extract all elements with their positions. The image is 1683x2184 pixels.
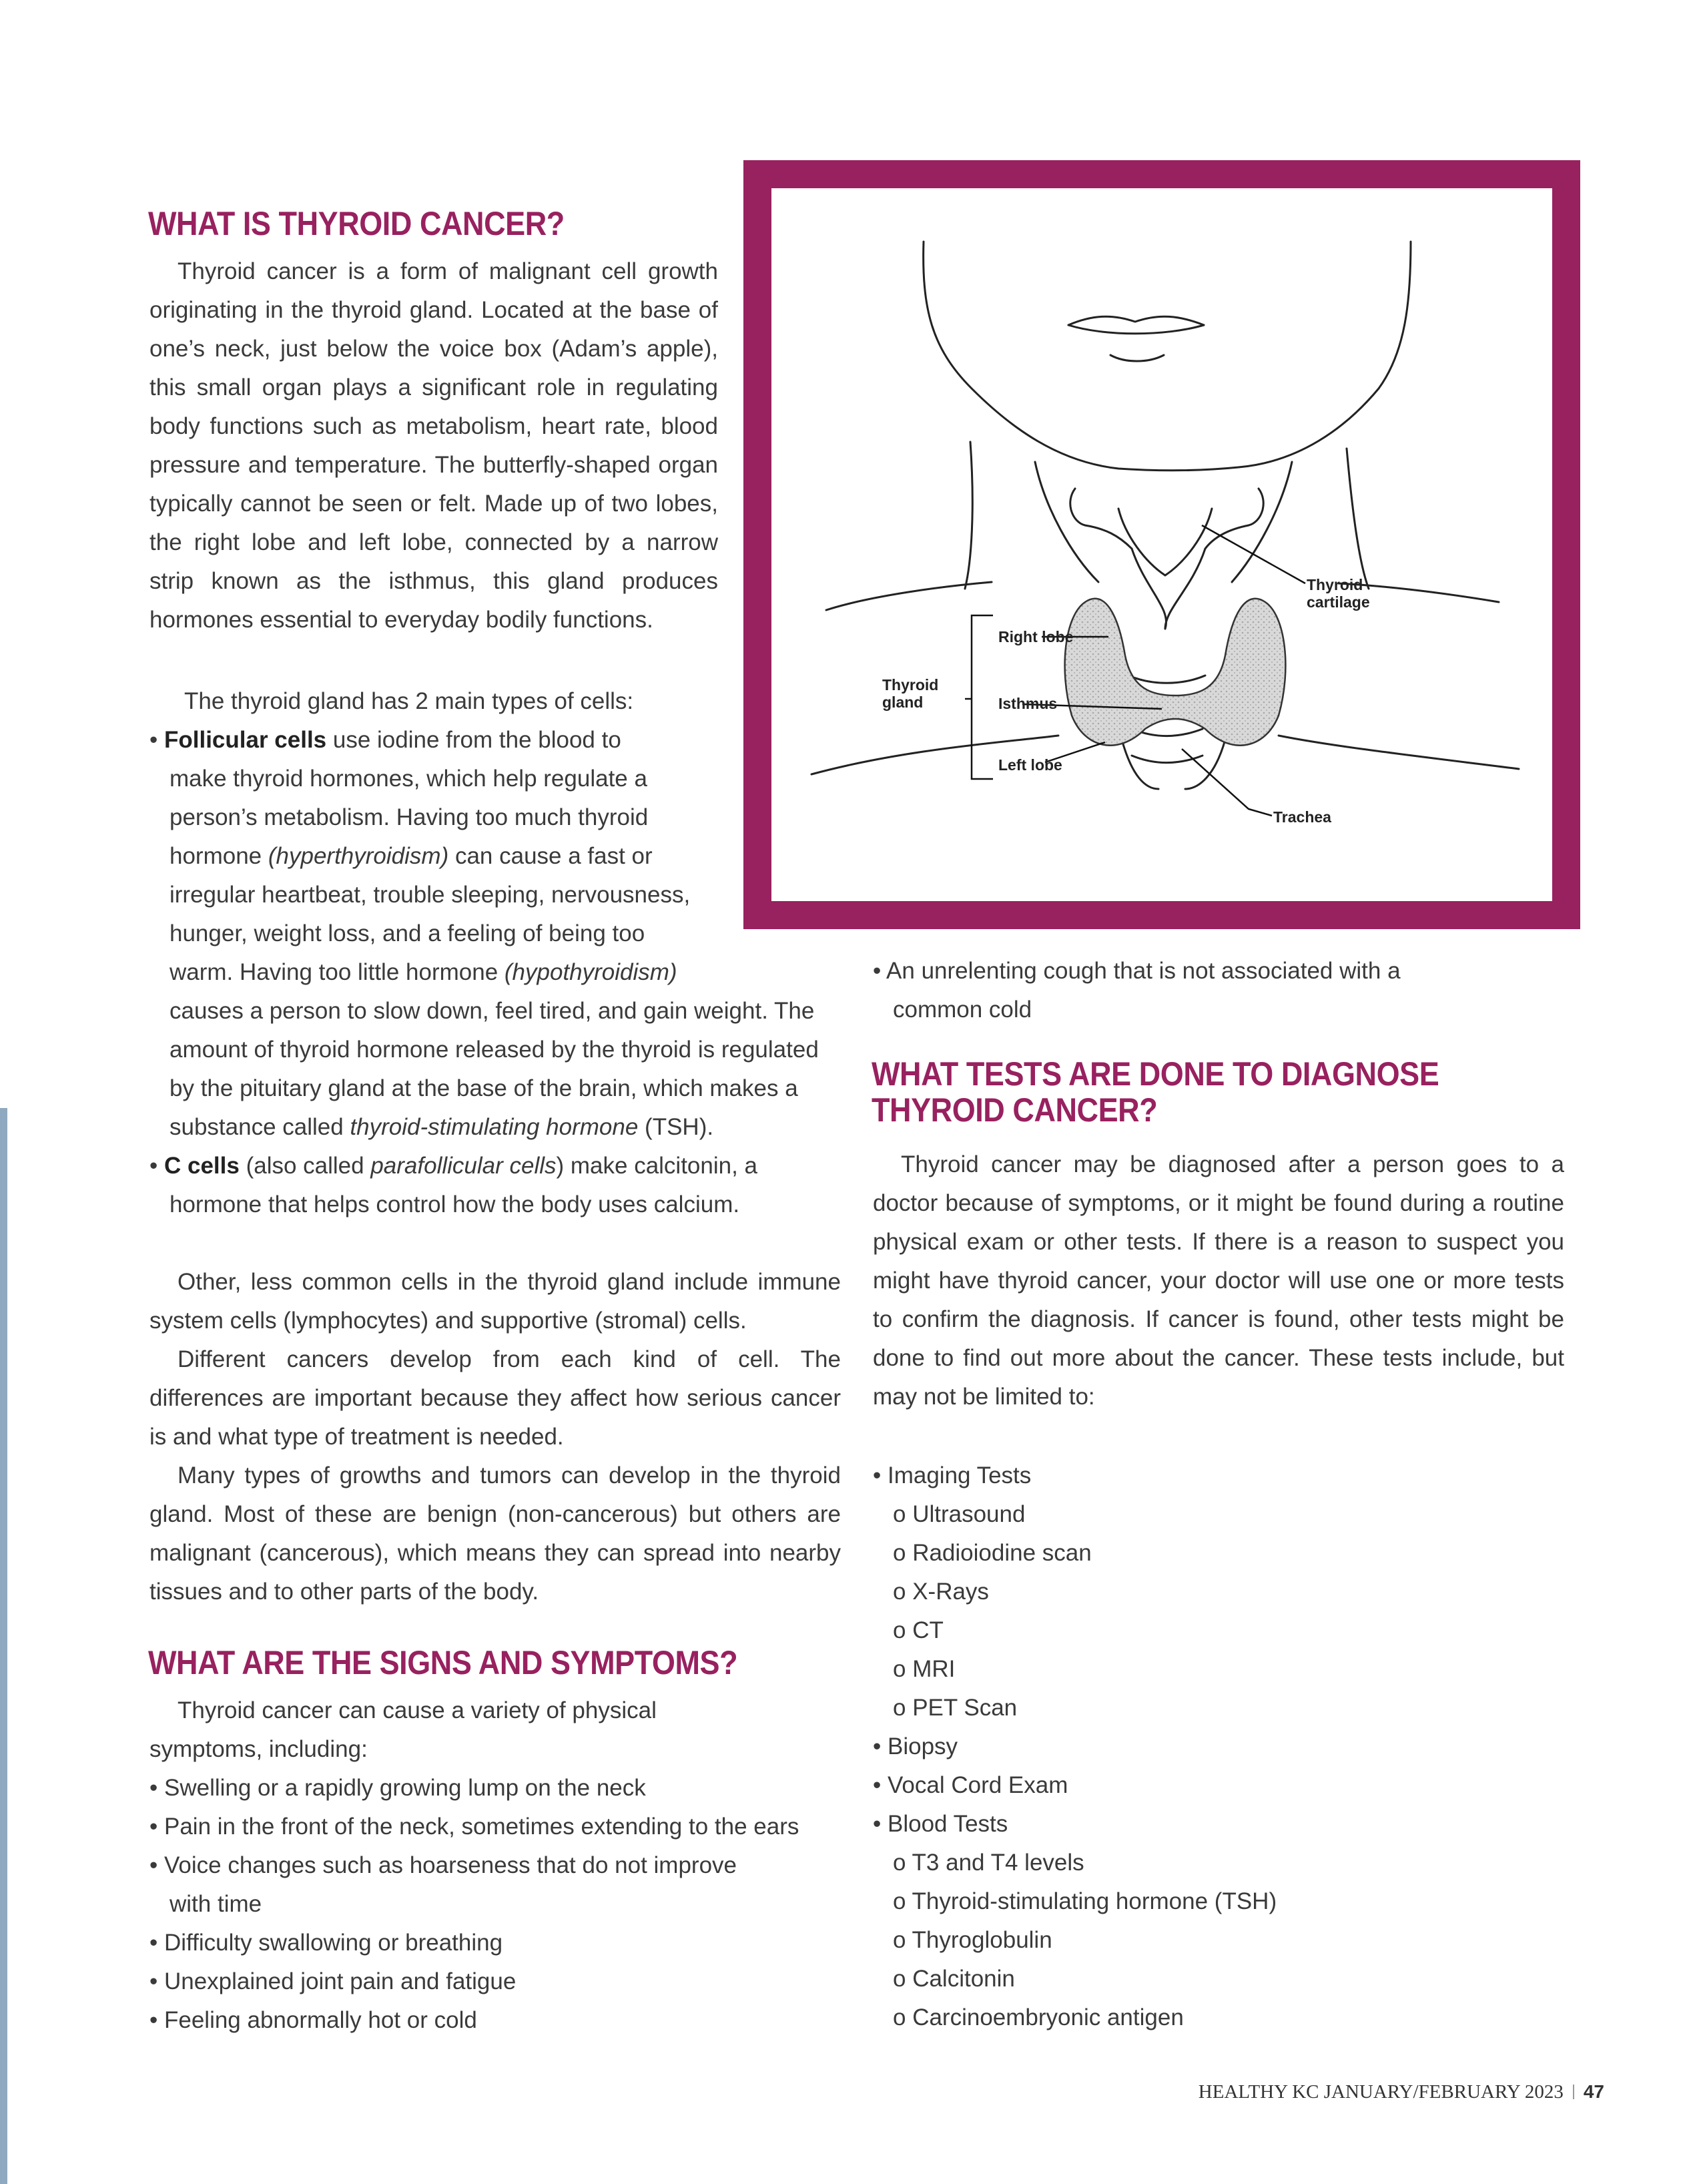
label-trachea: Trachea (1273, 808, 1331, 826)
list-item: • Pain in the front of the neck, sometimes extending to the ears (149, 1814, 799, 1840)
symptoms-list: Thyroid cancer can cause a variety of physical symptoms, including: • Swelling or a rapidly growing lump on the neck • Pain in the front of the neck, sometimes extending to the ears • Voice changes such as hoarseness that do not improve with time • Difficulty swallowing or breathing • Unexplained joint pain and fatigue • Feeling abnormally hot or cold (149, 1691, 799, 2040)
list-item: o Calcitonin (893, 1966, 1015, 1992)
list-item: • Biopsy (873, 1733, 958, 1759)
growths-paragraph: Many types of growths and tumors can develop in the thyroid gland. Most of these are benign (non-cancerous) but others are malignant (cancerous), which means they can spread into nearby tissues and to other parts of the body. (149, 1462, 841, 1605)
thyroid-anatomy-drawing (771, 188, 1552, 901)
list-item: • Unexplained joint pain and fatigue (149, 1968, 517, 1994)
cell-types-intro: The thyroid gland has 2 main types of cells: (184, 688, 634, 714)
list-item: • Vocal Cord Exam (873, 1772, 1068, 1798)
list-item: o Carcinoembryonic antigen (893, 2004, 1184, 2030)
different-cancers-paragraph: Different cancers develop from each kind of cell. The differences are important because they affect how serious cancer is and what type of treatment is needed. (149, 1346, 841, 1450)
label-thyroid-cartilage-2: cartilage (1307, 593, 1370, 611)
cough-bullet: • An unrelenting cough that is not associated with a common cold (873, 958, 1401, 1023)
list-item: o Thyroid-stimulating hormone (TSH) (893, 1888, 1277, 1914)
follicular-cells-bullet: • Follicular cells use iodine from the blood to make thyroid hormones, which help regulate a person’s metabolism. Having too much thyroid hormone (hyperthyroidism) can cause a fast or irregular heartbeat, trouble sleeping, nervousness, hunger, weight loss, and a feeling of being too warm. Having too little hormone (hypothyroidism) causes a person to slow down, feel tired, and gain weight. The amount of thyroid hormone released by the thyroid is regulated by the pituitary gland at the base of the brain, which makes a substance called thyroid-stimulating hormone (TSH). • C cells (also called parafollicular cells) make calcitonin, a hormone that helps control how the body uses calcium. (149, 727, 819, 1217)
list-item: o CT (893, 1617, 944, 1643)
list-item: o MRI (893, 1656, 956, 1682)
intro-paragraph: Thyroid cancer is a form of malignant cell growth originating in the thyroid gland. Located at the base of one’s neck, just below the voice box (Adam’s apple), this small organ plays a significant role in regulating body functions such as metabolism, heart rate, blood pressure and temperature. The butterfly-shaped organ typically cannot be seen or felt. Made up of two lobes, the right lobe and left lobe, connected by a narrow strip known as the isthmus, this gland produces hormones essential to everyday bodily functions. (149, 258, 718, 633)
diagnosis-paragraph: Thyroid cancer may be diagnosed after a person goes to a doctor because of symptoms, or it might be found during a routine physical exam or other tests. If there is a reason to suspect you might have thyroid cancer, your doctor will use one or more tests to confirm the diagnosis. If cancer is found, other tests might be done to find out more about the cancer. These tests include, but may not be limited to: (873, 1151, 1564, 1410)
label-thyroid-gland-2: gland (882, 694, 924, 711)
publication-name: HEALTHY KC JANUARY/FEBRUARY 2023 (1198, 2081, 1564, 2103)
other-cells-paragraph: Other, less common cells in the thyroid gland include immune system cells (lymphocytes) and supportive (stromal) cells. (149, 1269, 841, 1334)
heading-what-is-thyroid-cancer: WHAT IS THYROID CANCER? (148, 205, 565, 242)
label-left-lobe: Left lobe (998, 756, 1062, 774)
list-item: • Difficulty swallowing or breathing (149, 1930, 503, 1956)
list-item: • Voice changes such as hoarseness that do not improve (149, 1852, 737, 1878)
list-item: • Feeling abnormally hot or cold (149, 2007, 477, 2033)
label-right-lobe: Right lobe (998, 628, 1074, 645)
list-item: • Imaging Tests (873, 1462, 1032, 1488)
heading-tests-2: THYROID CANCER? (872, 1091, 1158, 1129)
list-item: o Radioiodine scan (893, 1540, 1092, 1566)
label-thyroid-cartilage-1: Thyroid (1307, 576, 1363, 593)
c-cells-term: C cells (163, 1153, 240, 1179)
list-item: o X-Rays (893, 1579, 989, 1605)
follicular-cells-term: Follicular cells (163, 727, 327, 753)
thyroid-illustration-frame (743, 160, 1580, 929)
heading-tests-1: WHAT TESTS ARE DONE TO DIAGNOSE (872, 1055, 1439, 1093)
symptoms-intro: Thyroid cancer can cause a variety of physical (178, 1697, 657, 1723)
page-number: 47 (1583, 2081, 1604, 2102)
thyroid-illustration (771, 188, 1552, 901)
list-item: o T3 and T4 levels (893, 1850, 1084, 1876)
list-item: o Thyroglobulin (893, 1927, 1052, 1953)
page-footer (1199, 2081, 1604, 2103)
tests-list (873, 1456, 1277, 2037)
footer-divider (1573, 2085, 1574, 2099)
label-thyroid-gland-1: Thyroid (882, 676, 939, 694)
label-isthmus: Isthmus (998, 695, 1058, 712)
list-item: • Blood Tests (873, 1811, 1008, 1837)
list-item: o PET Scan (893, 1695, 1018, 1721)
page-edge-strip (0, 1108, 7, 2184)
list-item: • Swelling or a rapidly growing lump on the neck (149, 1775, 646, 1801)
list-item: o Ultrasound (893, 1501, 1026, 1527)
heading-signs-and-symptoms: WHAT ARE THE SIGNS AND SYMPTOMS? (148, 1644, 738, 1681)
